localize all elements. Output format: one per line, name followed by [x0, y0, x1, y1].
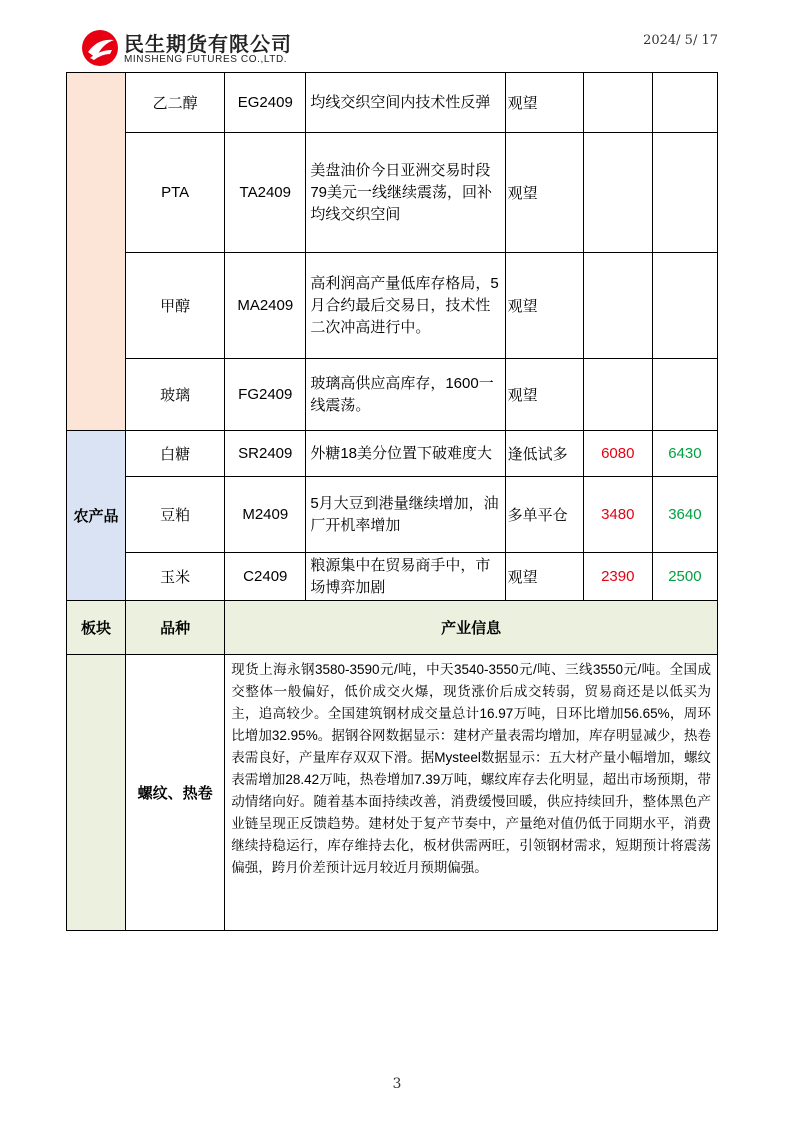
variety-name: 豆粕 [126, 477, 225, 553]
view-text: 均线交织空间内技术性反弹 [306, 73, 505, 133]
variety-name: 白糖 [126, 431, 225, 477]
variety-name: PTA [126, 133, 225, 253]
support-price: 3480 [583, 477, 652, 553]
table-row [67, 431, 718, 477]
support-price [583, 359, 652, 431]
view-text: 高利润高产量低库存格局，5月合约最后交易日，技术性二次冲高进行中。 [306, 253, 505, 359]
resistance-price [652, 253, 717, 359]
resistance-price [652, 133, 717, 253]
variety-name: 玻璃 [126, 359, 225, 431]
view-text: 玻璃高供应高库存，1600一线震荡。 [306, 359, 505, 431]
header-sector: 板块 [67, 601, 126, 655]
company-logo [80, 26, 320, 70]
strategy-action: 观望 [505, 359, 583, 431]
resistance-price: 3640 [652, 477, 717, 553]
resistance-price: 6430 [652, 431, 717, 477]
table-row [67, 253, 718, 359]
contract-code: SR2409 [225, 431, 306, 477]
view-text: 美盘油价今日亚洲交易时段79美元一线继续震荡，回补均线交织空间 [306, 133, 505, 253]
contract-code: C2409 [225, 553, 306, 601]
steel-sector-cell [67, 655, 126, 931]
view-text: 5月大豆到港量继续增加，油厂开机率增加 [306, 477, 505, 553]
contract-code: EG2409 [225, 73, 306, 133]
agri-sector-label: 农产品 [67, 431, 126, 601]
strategy-table [66, 72, 718, 931]
minsheng-logo-icon [80, 28, 120, 68]
resistance-price [652, 359, 717, 431]
view-text: 粮源集中在贸易商手中，市场博弈加剧 [306, 553, 505, 601]
support-price: 2390 [583, 553, 652, 601]
variety-name: 甲醇 [126, 253, 225, 359]
contract-code: M2409 [225, 477, 306, 553]
strategy-action: 多单平仓 [505, 477, 583, 553]
variety-name: 乙二醇 [126, 73, 225, 133]
support-price [583, 73, 652, 133]
support-price [583, 253, 652, 359]
company-name-en: MINSHENG FUTURES CO.,LTD. [124, 54, 288, 65]
report-date: 2024/ 5/ 17 [643, 33, 718, 48]
table-row [67, 133, 718, 253]
resistance-price [652, 73, 717, 133]
strategy-action: 观望 [505, 553, 583, 601]
steel-industry-text: 现货上海永钢3580-3590元/吨，中天3540-3550元/吨、三线3550元/吨。全国成交整体一般偏好，低价成交火爆，现货涨价后成交转弱，贸易商还是以低买为主，追高较少。全国建筑钢材成交量总计16.97万吨，日环比增加56.65%，周环比增加32.95%。据钢谷网数据显示：建材产量表需均增加，库存明显减少，热卷表需良好，产量库存双双下滑。据Mysteel数据显示：五大材产量小幅增加，螺纹表需增加28.42万吨，热卷增加7.39万吨，螺纹库存去化明显，超出市场预期，带动情绪向好。随着基本面持续改善，消费缓慢回暖，供应持续回升，整体黑色产业链呈现正反馈趋势。建材处于复产节奏中，产量绝对值仍低于同期水平，消费继续持稳运行，库存维持去化，板材供需两旺，引领钢材需求，短期预计将震荡偏强，跨月价差预计远月较近月预期偏强。 [225, 655, 718, 931]
contract-code: TA2409 [225, 133, 306, 253]
resistance-price: 2500 [652, 553, 717, 601]
contract-code: FG2409 [225, 359, 306, 431]
strategy-action: 观望 [505, 253, 583, 359]
strategy-action: 观望 [505, 133, 583, 253]
strategy-action: 逢低试多 [505, 431, 583, 477]
industry-header-row [67, 601, 718, 655]
table-row [67, 655, 718, 931]
view-text: 外糖18美分位置下破难度大 [306, 431, 505, 477]
contract-code: MA2409 [225, 253, 306, 359]
energy-sector-cell [67, 73, 126, 431]
support-price: 6080 [583, 431, 652, 477]
header-variety: 品种 [126, 601, 225, 655]
steel-variety-name: 螺纹、热卷 [126, 655, 225, 931]
company-name-cn: 民生期货有限公司 [124, 32, 292, 56]
table-row [67, 553, 718, 601]
table-row [67, 477, 718, 553]
page-number: 3 [392, 1076, 402, 1092]
table-row [67, 73, 718, 133]
header-industry-info: 产业信息 [225, 601, 718, 655]
table-row [67, 359, 718, 431]
variety-name: 玉米 [126, 553, 225, 601]
support-price [583, 133, 652, 253]
strategy-action: 观望 [505, 73, 583, 133]
